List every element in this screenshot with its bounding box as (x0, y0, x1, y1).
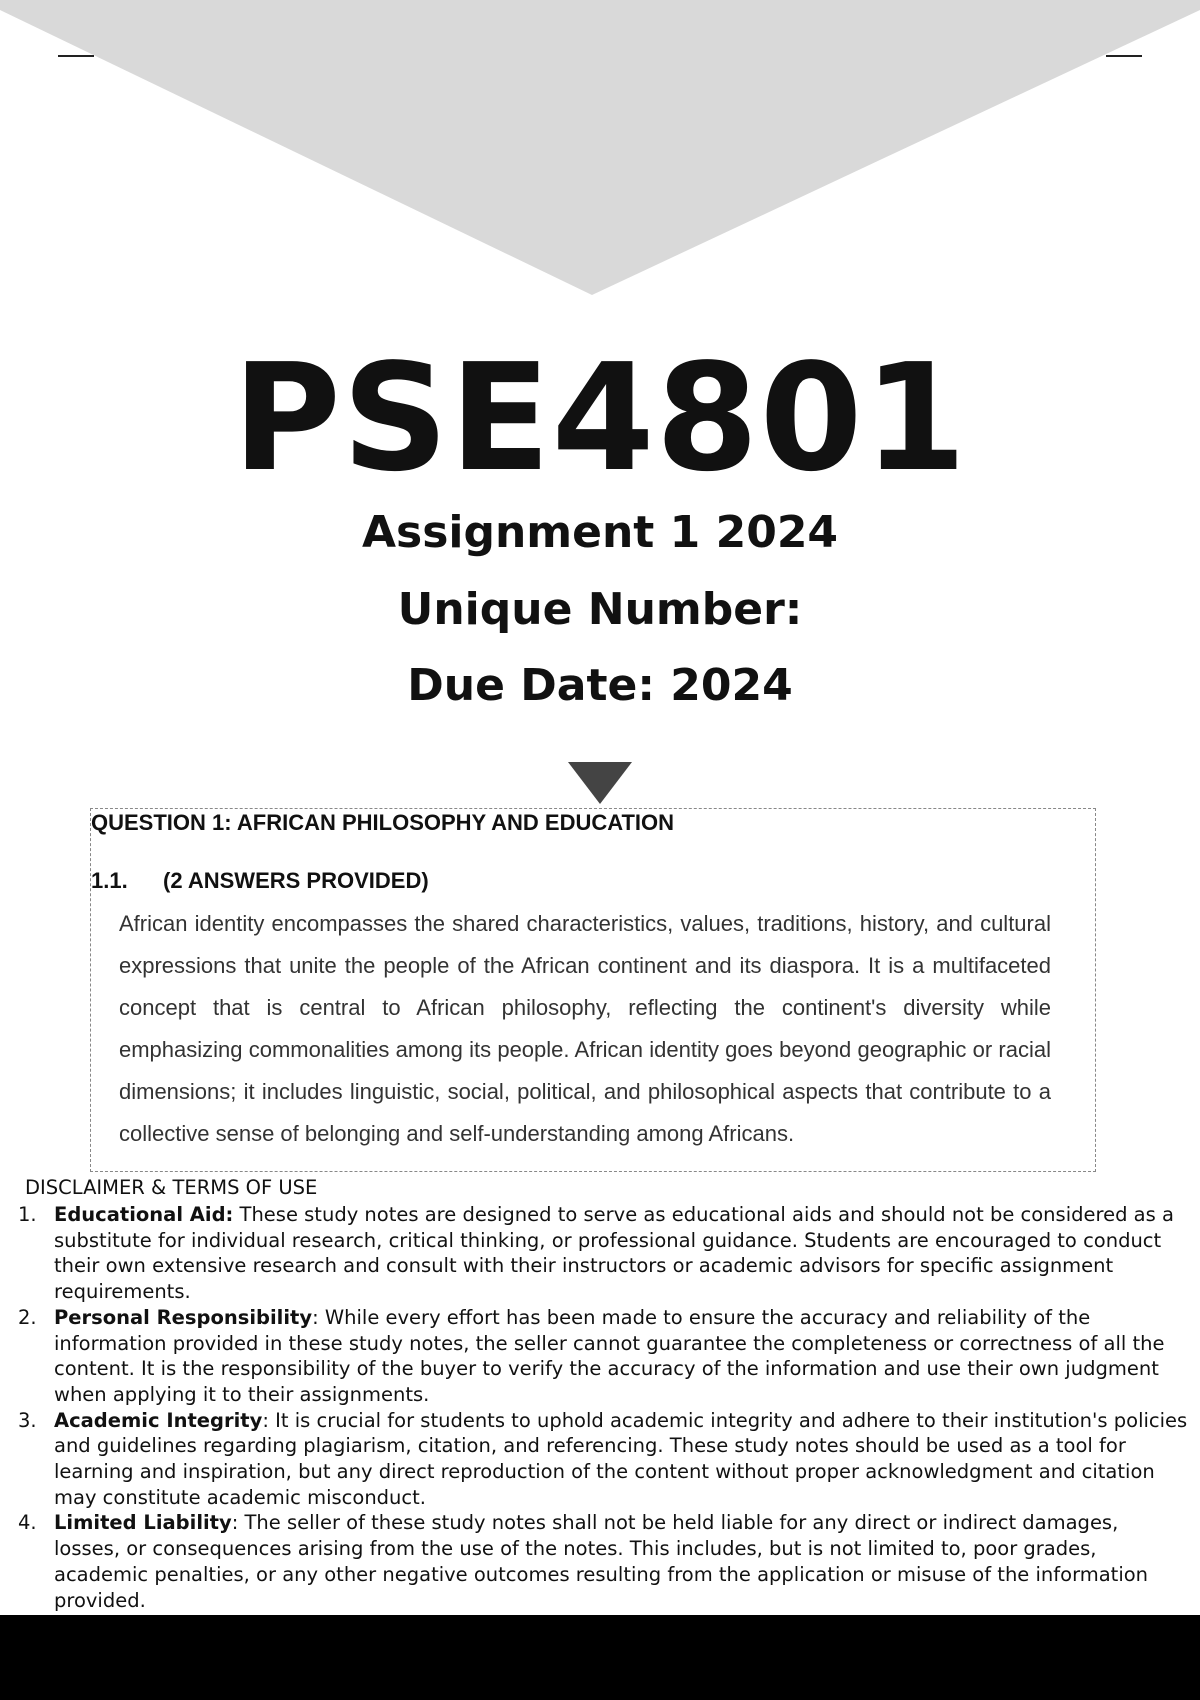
item-heading: Academic Integrity (54, 1408, 263, 1432)
header-chevron-shape (0, 0, 1200, 300)
item-number: 4. (18, 1511, 37, 1535)
disclaimer-title: DISCLAIMER & TERMS OF USE (25, 1176, 318, 1199)
item-heading: Personal Responsibility (54, 1305, 313, 1329)
due-date-label: Due Date: 2024 (407, 660, 793, 711)
disclaimer-section (0, 1170, 1200, 1615)
answer-paragraph: African identity encompasses the shared characteristics, values, traditions, history, and cultural expressions that unite the people of the African continent and its diaspora. It is a multifaceted concept that is central to African philosophy, reflecting the continent's diversity while emphasizing commonalities among its people. African identity goes beyond geographic or racial dimensions; it includes linguistic, social, political, and philosophical aspects that contribute to a collective sense of belonging and self-understanding among Africans. (119, 911, 1051, 1146)
corner-mark-right (1106, 55, 1142, 57)
item-heading: Educational Aid: (54, 1203, 234, 1226)
item-number: 1. (18, 1203, 37, 1226)
section-heading (91, 867, 429, 895)
item-number: 3. (18, 1408, 37, 1432)
down-arrow-icon (568, 762, 632, 804)
footer-bar (0, 1615, 1200, 1700)
item-text: These study notes are designed to serve as educational aids and should not be considered as a substitute for individual research, critical thinking, or professional guidance. Students are encouraged to conduct their own extensive research and consult with their instructors or academic advisors for specific assignment requirements. (54, 1203, 1174, 1304)
disclaimer-item (0, 1408, 1190, 1511)
item-text: : It is crucial for students to uphold academic integrity and adhere to their institution's policies and guidelines regarding plagiarism, citation, and referencing. These study notes should be used as a tool for learning and inspiration, but any direct reproduction of the content without proper acknowledgment and citation may constitute academic misconduct. (54, 1408, 1188, 1509)
section-label: (2 ANSWERS PROVIDED) (163, 868, 429, 893)
disclaimer-item (0, 1510, 1190, 1613)
disclaimer-list (0, 1202, 1190, 1613)
disclaimer-item (0, 1202, 1190, 1305)
item-text: : While every effort has been made to ensure the accuracy and reliability of the information provided in these study notes, the seller cannot guarantee the completeness or correctness of all the content. It is the responsibility of the buyer to verify the accuracy of the information and use their own judgment when applying it to their assignments. (54, 1305, 1165, 1406)
item-heading: Limited Liability (54, 1511, 232, 1535)
unique-number-label: Unique Number: (397, 584, 803, 635)
corner-mark-left (58, 55, 94, 57)
item-number: 2. (18, 1305, 37, 1329)
question-heading: QUESTION 1: AFRICAN PHILOSOPHY AND EDUCATION (91, 810, 675, 835)
assignment-title: Assignment 1 2024 (361, 507, 839, 558)
document-preview-box (90, 808, 1096, 1172)
course-code: PSE4801 (232, 332, 968, 504)
section-number: 1.1. (91, 868, 128, 893)
item-text: : The seller of these study notes shall not be held liable for any direct or indirect damages, losses, or consequences arising from the use of the notes. This includes, but is not limited to, poor grades, academic penalties, or any other negative outcomes resulting from the application or misuse of the information provided. (54, 1511, 1149, 1612)
disclaimer-item (0, 1305, 1190, 1408)
